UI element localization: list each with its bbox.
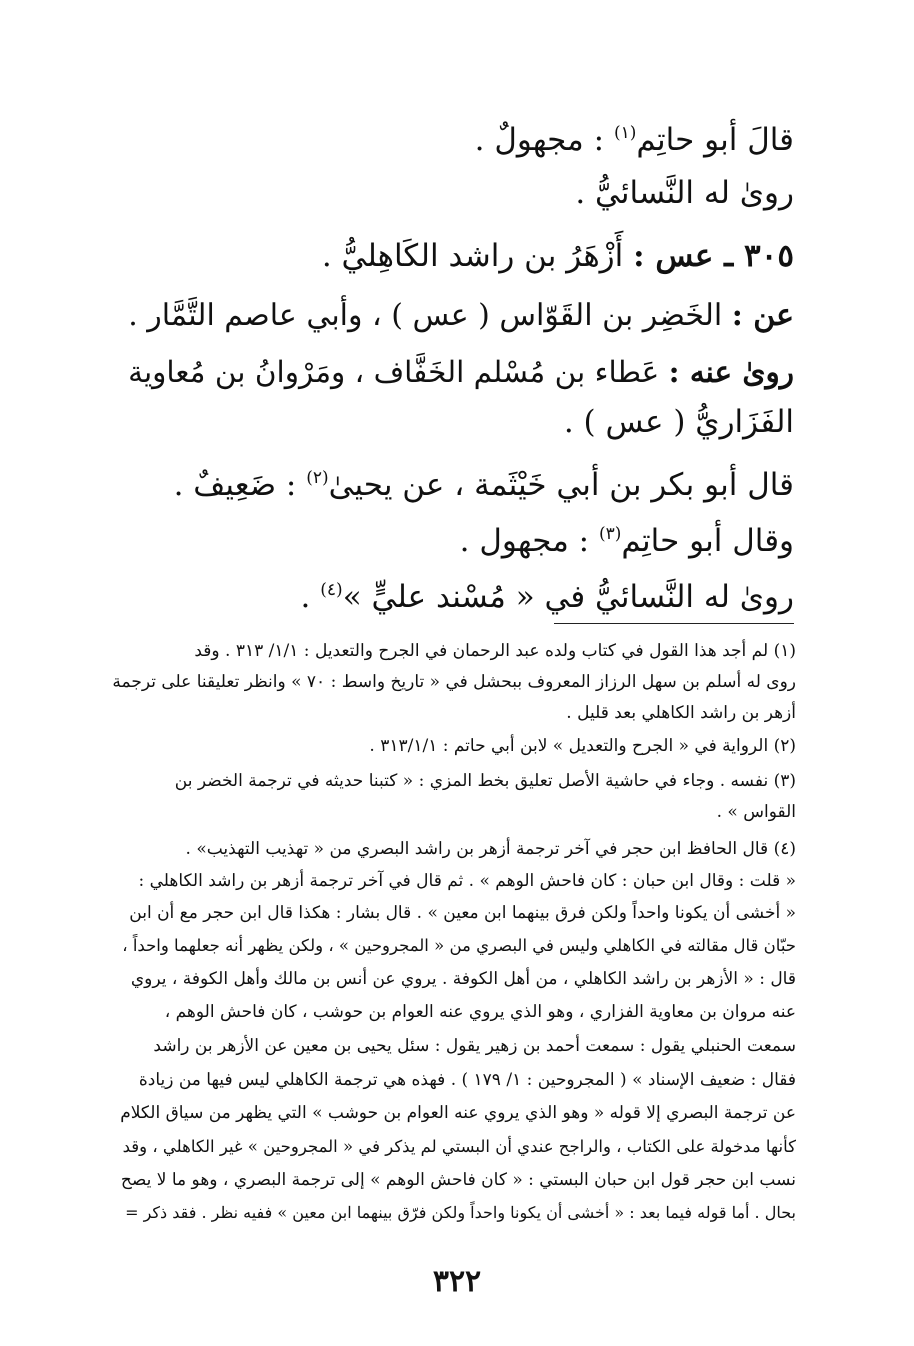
footnote-4-line-3: « أخشى أن يكونا واحداً ولكن فرق بينهما ابن معين » . قال بشار : هكذا قال ابن حجر مع أن ابن	[129, 903, 796, 923]
main-line-9	[301, 570, 794, 617]
text-span: : ضَعِيفٌ .	[173, 467, 307, 503]
main-line-5	[128, 352, 794, 392]
entry-number: ٣٠٥ ـ عس :	[633, 238, 794, 274]
footnote-3-line-1: (٣) نفسه . وجاء في حاشية الأصل تعليق بخط المزي : « كتبنا حديثه في ترجمة الخضر بن	[174, 771, 796, 791]
text-span: : مجهول .	[459, 523, 599, 559]
footnote-ref: (٢)	[306, 468, 329, 488]
footnote-ref: (٤)	[320, 580, 343, 600]
text-span: الخَضِر بن القَوّاس ( عس ) ، وأبي عاصم التَّمَّار .	[128, 298, 732, 333]
footnote-4-line-5: قال : « الأزهر بن راشد الكاهلي ، من أهل الكوفة . يروي عن أنس بن مالك وأهل الكوفة ، يروي	[130, 969, 796, 989]
footnote-4-line-9: عن ترجمة البصري إلا قوله « وهو الذي يروي عنه العوام بن حوشب » التي يظهر من سياق الكلام	[120, 1103, 796, 1123]
text-span: وقال أبو حاتِم	[621, 523, 794, 559]
footnote-4-line-11: نسب ابن حجر قول ابن حبان البستي : « كان فاحش الوهم » إلى ترجمة البصري ، وهو ما لا يصح	[120, 1170, 796, 1190]
text-span: قالَ أبو حاتِم	[636, 122, 794, 158]
footnote-2-line-1: (٢) الرواية في « الجرح والتعديل » لابن أبي حاتم : ٣١٣/١/١ .	[369, 736, 796, 756]
entry-heading	[322, 236, 794, 276]
main-line-7	[174, 458, 794, 505]
text-span: قال أبو بكر بن أبي خَيْثَمة ، عن يحيىٰ	[328, 467, 794, 503]
footnote-4-line-6: عنه مروان بن معاوية الفزاري ، وهو الذي يروي عنه العوام بن حوشب ، كان فاحش الوهم ،	[164, 1002, 796, 1022]
main-line-2: روىٰ له النَّسائيُّ .	[575, 175, 794, 211]
label-narrated-by: روىٰ عنه :	[668, 354, 794, 389]
main-line-6: الفَزَاريُّ ( عس ) .	[563, 404, 794, 440]
footnote-separator	[554, 623, 794, 624]
page-number: ٣٢٢	[432, 1264, 482, 1299]
footnote-1-line-3: أزهر بن راشد الكاهلي بعد قليل .	[566, 703, 796, 723]
entry-name: أَزْهَرُ بن راشد الكَاهِليُّ .	[321, 238, 634, 274]
footnote-4-line-2: « قلت : وقال ابن حبان : كان فاحش الوهم » . ثم قال في آخر ترجمة أزهر بن راشد الكاهلي :	[138, 871, 796, 891]
text-span: : مجهولٌ .	[474, 122, 614, 158]
footnote-4-line-8: فقال : ضعيف الإسناد » ( المجروحين : ١/ ١٧٩ ) . فهذه هي ترجمة الكاهلي ليس فيها من زيادة	[138, 1070, 796, 1090]
main-line-4	[128, 296, 794, 336]
main-line-8	[460, 514, 794, 561]
label-from: عن :	[731, 298, 794, 333]
footnote-ref: (٣)	[598, 524, 622, 544]
footnote-4-line-12: بحال . أما قوله فيما بعد : « أخشى أن يكونا واحداً ولكن فرّق بينهما ابن معين » ففيه نظر . فقد ذكر =	[125, 1203, 796, 1222]
text-span: روىٰ له النَّسائيُّ في « مُسْند عليٍّ »	[342, 579, 794, 615]
footnote-1-line-2: روى له أسلم بن سهل الرزاز المعروف ببحشل في « تاريخ واسط : ٧٠ » وانظر تعليقنا على ترجمة	[112, 672, 796, 692]
text-span: .	[300, 579, 321, 615]
footnote-ref: (١)	[613, 123, 637, 143]
footnote-4-line-10: كأنها مدخولة على الكتاب ، والراجح عندي أن البستي لم يذكر في « المجروحين » غير الكاهلي ، وقد	[122, 1137, 796, 1156]
footnote-4-line-7: سمعت الحنبلي يقول : سمعت أحمد بن زهير يقول : سئل يحيى بن معين عن الأزهر بن راشد	[153, 1036, 796, 1056]
text-span: عَطاء بن مُسْلم الخَفَّاف ، ومَرْوانُ بن مُعاوية	[128, 355, 669, 389]
footnote-4-line-4: حبّان قال مقالته في الكاهلي وليس في البصري من « المجروحين » ، ولكن يظهر أنه جعلهما واحداً ،	[122, 936, 796, 955]
footnote-3-line-2: القواس » .	[716, 802, 796, 822]
footnote-1-line-1: (١) لم أجد هذا القول في كتاب ولده عبد الرحمان في الجرح والتعديل : ١/١/ ٣١٣ . وقد	[194, 641, 796, 661]
main-line-1	[475, 113, 794, 160]
footnote-4-line-1: (٤) قال الحافظ ابن حجر في آخر ترجمة أزهر بن راشد البصري من « تهذيب التهذيب» .	[185, 839, 796, 859]
